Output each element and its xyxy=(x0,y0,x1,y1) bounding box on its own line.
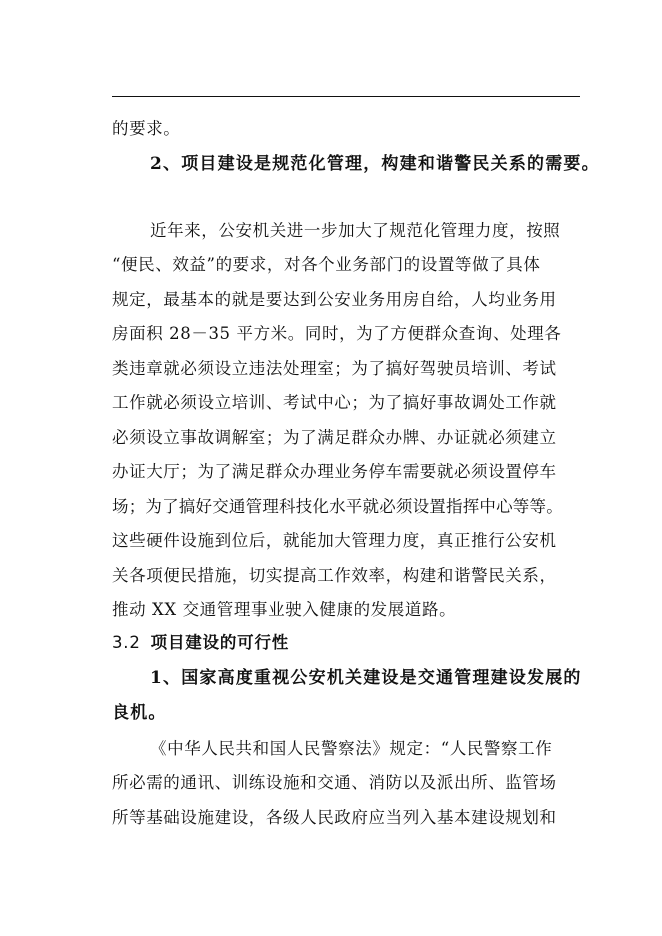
section-heading xyxy=(112,632,289,654)
body-text-line: 规定，最基本的就是要达到公安业务用房自给，人均业务用 xyxy=(112,290,557,309)
body-text-line: 必须设立事故调解室；为了满足群众办牌、办证就必须建立 xyxy=(112,428,557,447)
header-rule xyxy=(112,96,580,97)
body-text-line: 房面积 28－35 平方米。同时，为了方便群众查询、处理各 xyxy=(112,324,562,343)
body-text-line: 办证大厅；为了满足群众办理业务停车需要就必须设置停车 xyxy=(112,462,557,481)
body-text-line: 工作就必须设立培训、考试中心；为了搞好事故调处工作就 xyxy=(112,393,557,412)
heading-needs: 2、项目建设是规范化管理，构建和谐警民关系的需要。 xyxy=(150,154,600,174)
section-number: 3.2 xyxy=(112,633,141,652)
body-text-line: 场；为了搞好交通管理科技化水平就必须设置指挥中心等等。 xyxy=(112,497,563,516)
heading-opportunity-cont: 良机。 xyxy=(112,703,167,723)
section-title: 项目建设的可行性 xyxy=(150,633,290,652)
body-text-line: 近年来，公安机关进一步加大了规范化管理力度，按照 xyxy=(150,221,561,240)
body-text-line: 这些硬件设施到位后，就能加大管理力度，真正推行公安机 xyxy=(112,531,557,550)
body-text-line: 所等基础设施建设，各级人民政府应当列入基本建设规划和 xyxy=(112,808,557,827)
body-text-line: 推动 XX 交通管理事业驶入健康的发展道路。 xyxy=(112,600,457,619)
body-text-line: “便民、效益”的要求，对各个业务部门的设置等做了具体 xyxy=(112,255,541,274)
body-text-line: 《中华人民共和国人民警察法》规定：“人民警察工作 xyxy=(150,739,553,758)
body-text-line: 关各项便民措施，切实提高工作效率，构建和谐警民关系， xyxy=(112,566,557,585)
body-text-line: 类违章就必须设立违法处理室；为了搞好驾驶员培训、考试 xyxy=(112,359,557,378)
body-text-line: 所必需的通讯、训练设施和交通、消防以及派出所、监管场 xyxy=(112,773,557,792)
heading-opportunity: 1、国家高度重视公安机关建设是交通管理建设发展的 xyxy=(150,668,582,688)
body-text-line: 的要求。 xyxy=(112,119,181,138)
